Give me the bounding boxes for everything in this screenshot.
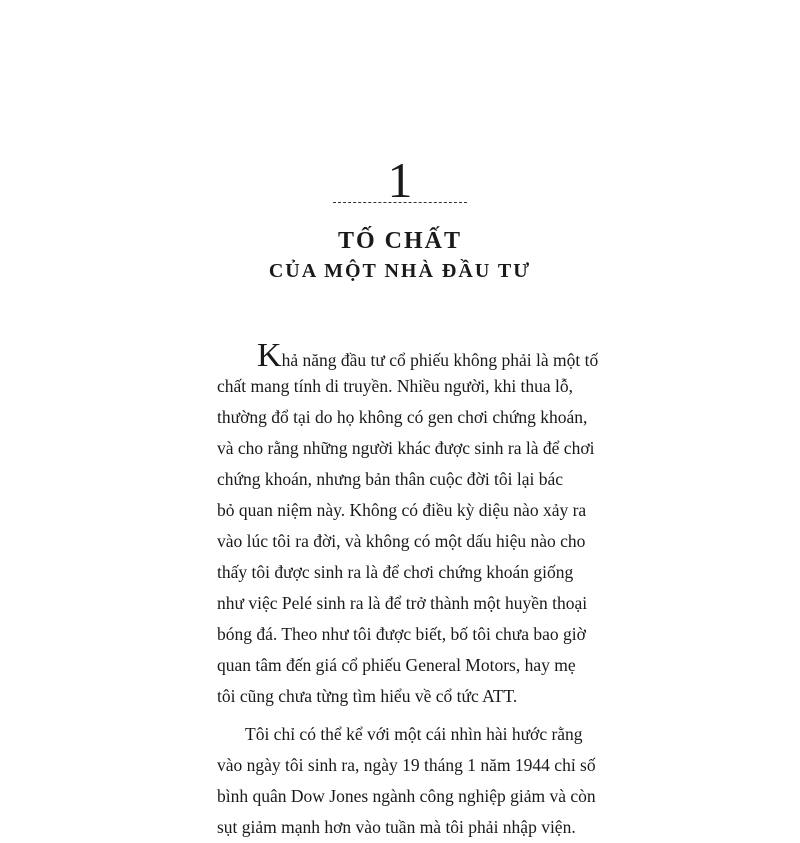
paragraph-line: quan tâm đến giá cổ phiếu General Motors, hay mẹ	[217, 655, 576, 675]
paragraph-line: bình quân Dow Jones ngành công nghiệp giảm và còn	[217, 786, 596, 806]
chapter-divider	[333, 202, 467, 203]
chapter-title-line1: TỐ CHẤT	[337, 228, 462, 254]
body-text	[217, 337, 617, 843]
paragraph-line: tôi cũng chưa từng tìm hiểu về cổ tức ATT.	[217, 686, 518, 706]
chapter-title-line2: CỦA MỘT NHÀ ĐẦU TƯ	[268, 260, 532, 282]
paragraph-line	[217, 337, 617, 374]
drop-initial: K	[257, 337, 282, 374]
paragraph-line: Tôi chỉ có thể kể với một cái nhìn hài hước rằng	[245, 724, 583, 744]
paragraph-1	[217, 337, 617, 712]
paragraph-line: thấy tôi được sinh ra là để chơi chứng khoán giống	[217, 562, 574, 582]
paragraph-line: như việc Pelé sinh ra là để trở thành một huyền thoại	[217, 593, 588, 613]
paragraph-spacer	[217, 712, 617, 719]
paragraph-line: vào ngày tôi sinh ra, ngày 19 tháng 1 năm 1944 chỉ số	[217, 755, 596, 775]
paragraph-line: bóng đá. Theo như tôi được biết, bố tôi chưa bao giờ	[217, 624, 586, 644]
paragraph-line-text: hả năng đầu tư cổ phiếu không phải là một tố	[281, 350, 599, 370]
paragraph-line: và cho rằng những người khác được sinh ra là để chơi	[217, 438, 595, 458]
paragraph-line: thường đổ tại do họ không có gen chơi chứng khoán,	[217, 407, 588, 427]
paragraph-line: sụt giảm mạnh hơn vào tuần mà tôi phải nhập viện.	[217, 817, 576, 837]
chapter-number: 1	[387, 152, 413, 208]
paragraph-line: chứng khoán, nhưng bản thân cuộc đời tôi lại bác	[217, 469, 564, 489]
paragraph-line: vào lúc tôi ra đời, và không có một dấu hiệu nào cho	[217, 531, 586, 551]
paragraph-line: chất mang tính di truyền. Nhiều người, khi thua lỗ,	[217, 376, 574, 396]
paragraph-2	[217, 719, 617, 843]
paragraph-line: bỏ quan niệm này. Không có điều kỳ diệu nào xảy ra	[217, 500, 587, 520]
